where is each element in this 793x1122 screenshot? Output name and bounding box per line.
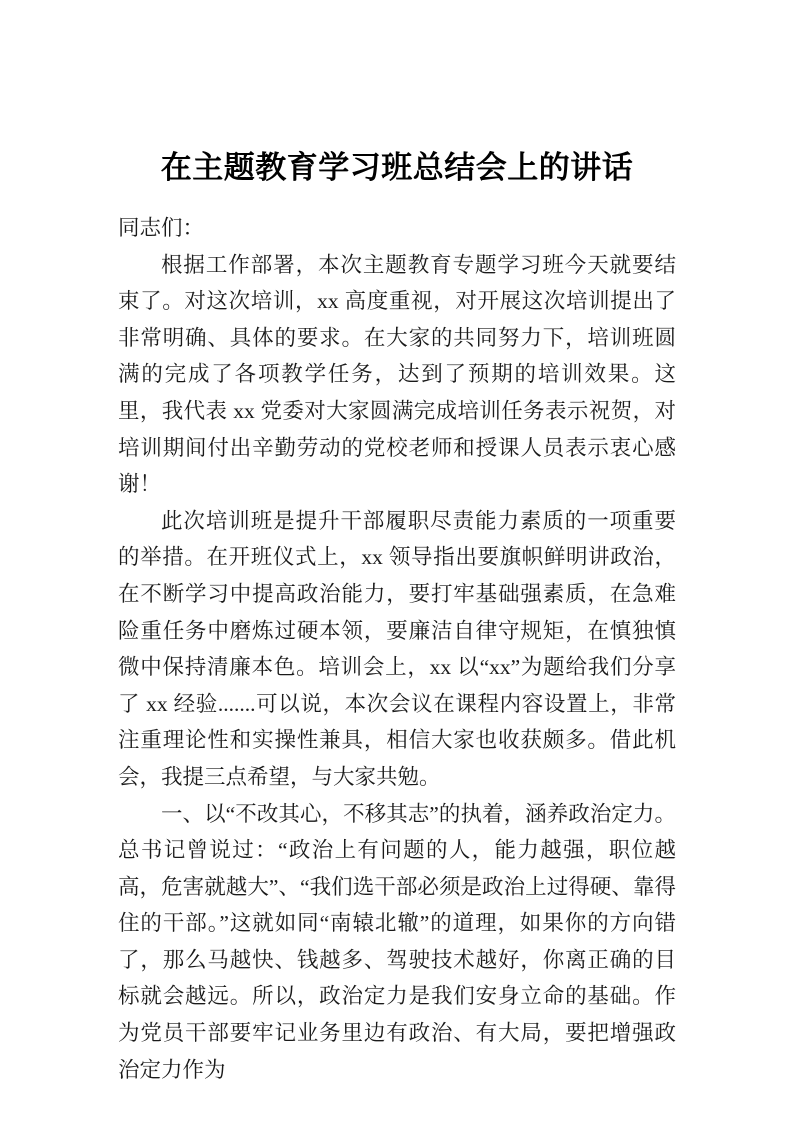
page-title: 在主题教育学习班总结会上的讲话 [160, 150, 634, 185]
body-paragraph-3: 一、以“不改其心，不移其志”的执着，涵养政治定力。总书记曾说过：“政治上有问题的人，能力越强，职位越高，危害就越大”、“我们选干部必须是政治上过得硬、靠得住的干部。”这就如同“南辕北辙”的道理，如果你的方向错了，那么马越快、钱越多、驾驶技术越好，你离正确的目标就会越远。所以，政治定力是我们安身立命的基础。作为党员干部要牢记业务里边有政治、有大局，要把增强政治定力作为 [118, 801, 676, 1082]
body-paragraph-1: 根据工作部署，本次主题教育专题学习班今天就要结束了。对这次培训，xx 高度重视，对开展这次培训提出了非常明确、具体的要求。在大家的共同努力下，培训班圆满的完成了各项教学任务，达到了预期的培训效果。这里，我代表 xx 党委对大家圆满完成培训任务表示祝贺，对培训期间付出辛勤劳动的党校老师和授课人员表示衷心感谢！ [118, 252, 676, 497]
document-body [118, 210, 676, 1088]
body-paragraph-2: 此次培训班是提升干部履职尽责能力素质的一项重要的举措。在开班仪式上，xx 领导指出要旗帜鲜明讲政治，在不断学习中提高政治能力，要打牢基础强素质，在急难险重任务中磨炼过硬本领，要廉洁自律守规矩，在慎独慎微中保持清廉本色。培训会上，xx 以“xx”为题给我们分享了 xx 经验.......可以说，本次会议在课程内容设置上，非常注重理论性和实操性兼具，相信大家也收获颇多。借此机会，我提三点希望，与大家共勉。 [118, 508, 676, 789]
salutation: 同志们： [118, 216, 205, 240]
